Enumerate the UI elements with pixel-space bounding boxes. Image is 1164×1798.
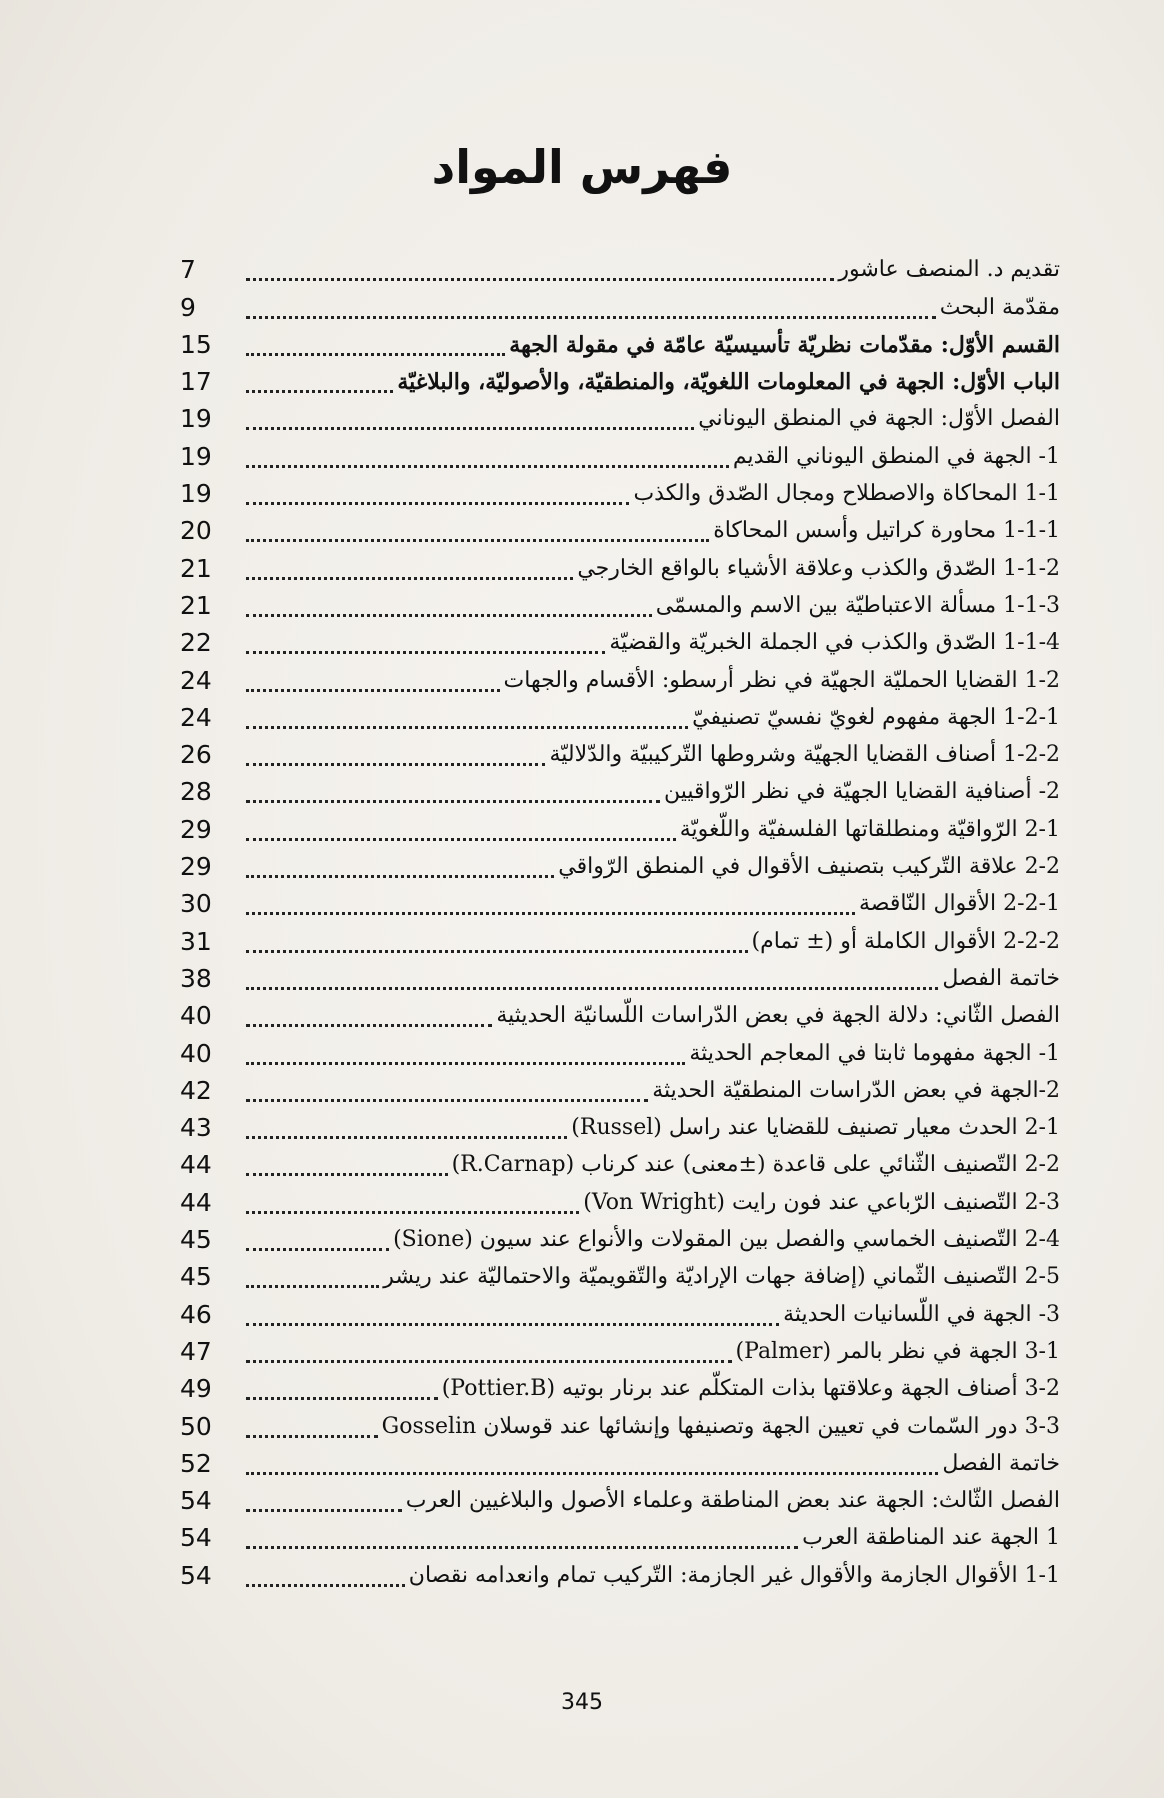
- toc-entry-page: 40: [180, 1001, 212, 1031]
- toc-entry: [180, 436, 1060, 473]
- toc-entry-page: 54: [180, 1523, 212, 1553]
- toc-entry: [180, 1332, 1060, 1369]
- dot-leader: [246, 278, 834, 281]
- toc-entry-page: 19: [180, 441, 212, 471]
- toc-entry: [180, 921, 1060, 958]
- toc-entry-page: 21: [180, 590, 212, 620]
- dot-leader: [246, 987, 938, 990]
- dot-leader: [246, 1136, 567, 1139]
- toc-entry-label: 2-2 علاقة التّركيب بتصنيف الأقوال في المنطق الرّواقي: [558, 854, 1060, 880]
- dot-leader: [246, 427, 694, 430]
- toc-entry: [180, 1369, 1060, 1406]
- toc-entry-label: مقدّمة البحث: [939, 294, 1060, 320]
- dot-leader: [246, 1211, 579, 1214]
- toc-entry-label: القسم الأوّل: مقدّمات نظريّة تأسيسيّة عامّة في مقولة الجهة: [509, 331, 1060, 358]
- toc-entry-page: 49: [180, 1374, 212, 1404]
- dot-leader: [246, 1435, 378, 1438]
- toc-entry-page: 24: [180, 665, 212, 695]
- dot-leader: [246, 539, 709, 542]
- toc-entry-label: 2-2-1 الأقوال النّاقصة: [858, 891, 1060, 917]
- dot-leader: [246, 950, 748, 953]
- dot-leader: [246, 1546, 798, 1549]
- toc-entry-page: 38: [180, 963, 212, 993]
- toc-entry-label: 1- الجهة مفهوما ثابتا في المعاجم الحديثة: [689, 1040, 1060, 1066]
- toc-entry-label: 1-1-1 محاورة كراتيل وأسس المحاكاة: [713, 518, 1060, 544]
- toc-entry-page: 22: [180, 628, 212, 658]
- toc-entry: [180, 250, 1060, 287]
- toc-entry: [180, 548, 1060, 585]
- toc-entry-page: 46: [180, 1299, 212, 1329]
- toc-entry-label: الفصل الثّاني: دلالة الجهة في بعض الدّراسات اللّسانيّة الحديثية: [496, 1003, 1060, 1029]
- toc-entry: [180, 1481, 1060, 1518]
- toc-entry-label: 1-1 الأقوال الجازمة والأقوال غير الجازمة: التّركيب تمام وانعدامه نقصان: [408, 1562, 1060, 1588]
- toc-entry-label: 3- الجهة في اللّسانيات الحديثة: [783, 1301, 1060, 1327]
- dot-leader: [246, 726, 688, 729]
- toc-entry-label: 1-2 القضايا الحمليّة الجهيّة في نظر أرسطو: الأقسام والجهات: [503, 667, 1060, 693]
- toc-entry-label: 1-1-2 الصّدق والكذب وعلاقة الأشياء بالواقع الخارجي: [577, 555, 1060, 581]
- toc-entry-page: 21: [180, 553, 212, 583]
- toc-entry-page: 44: [180, 1187, 212, 1217]
- toc-entry-label: 2-4 التّصنيف الخماسي والفصل بين المقولات والأنواع عند سيون (Sione): [393, 1227, 1060, 1253]
- toc-entry-label: 1 الجهة عند المناطقة العرب: [802, 1525, 1060, 1551]
- toc-entry: [180, 959, 1060, 996]
- toc-entry-page: 45: [180, 1262, 212, 1292]
- toc-entry-label: 3-1 الجهة في نظر بالمر (Palmer): [735, 1338, 1060, 1364]
- toc-entry-label: 2- أصنافية القضايا الجهيّة في نظر الرّواقيين: [663, 779, 1060, 805]
- toc-entry: [180, 1294, 1060, 1331]
- toc-entry-page: 29: [180, 814, 212, 844]
- toc-entry-label: خاتمة الفصل: [942, 1450, 1060, 1476]
- toc-entry-page: 15: [180, 329, 212, 359]
- dot-leader: [246, 1285, 379, 1288]
- toc-entry-page: 20: [180, 516, 212, 546]
- toc-entry-label: 1-2-2 أصناف القضايا الجهيّة وشروطها التّركيبيّة والدّلاليّة: [549, 742, 1060, 768]
- toc-entry-page: 43: [180, 1113, 212, 1143]
- toc-entry: [180, 847, 1060, 884]
- toc-entry-label: 1-1-3 مسألة الاعتباطيّة بين الاسم والمسمّى: [655, 592, 1060, 618]
- toc-entry: [180, 511, 1060, 548]
- toc-entry-page: 40: [180, 1038, 212, 1068]
- dot-leader: [246, 651, 605, 654]
- toc-entry-page: 28: [180, 777, 212, 807]
- toc-entry-page: 26: [180, 740, 212, 770]
- page-number: 345: [561, 1690, 603, 1715]
- toc-entry: [180, 325, 1060, 362]
- dot-leader: [246, 1099, 648, 1102]
- toc-entry: [180, 623, 1060, 660]
- toc-entry: [180, 1406, 1060, 1443]
- toc-entry-label: 2-5 التّصنيف الثّماني (إضافة جهات الإراديّة والتّقويميّة والاحتماليّة عند ريشر: [383, 1264, 1060, 1290]
- toc-entry-label: الفصل الأوّل: الجهة في المنطق اليوناني: [698, 406, 1060, 432]
- toc-entry-page: 31: [180, 926, 212, 956]
- toc-entry-page: 42: [180, 1075, 212, 1105]
- dot-leader: [246, 316, 936, 319]
- toc-entry-label: 2-1 الحدث معيار تصنيف للقضايا عند راسل (Russel): [571, 1115, 1060, 1141]
- toc-entry: [180, 809, 1060, 846]
- toc-entry: [180, 1444, 1060, 1481]
- toc-entry-label: تقديم د. المنصف عاشور: [838, 257, 1060, 283]
- toc-entry-page: 7: [180, 255, 196, 285]
- toc-entry-page: 45: [180, 1225, 212, 1255]
- toc-entry: [180, 1145, 1060, 1182]
- table-of-contents: [180, 250, 1060, 1593]
- dot-leader: [246, 465, 729, 468]
- toc-entry-label: 2-1 الرّواقيّة ومنطلقاتها الفلسفيّة واللّغويّة: [679, 816, 1060, 842]
- toc-entry: [180, 287, 1060, 324]
- toc-entry-page: 44: [180, 1150, 212, 1180]
- dot-leader: [246, 390, 393, 393]
- toc-entry: [180, 660, 1060, 697]
- dot-leader: [246, 1248, 389, 1251]
- toc-entry: [180, 1033, 1060, 1070]
- toc-entry-label: 1- الجهة في المنطق اليوناني القديم: [732, 443, 1060, 469]
- toc-entry-page: 17: [180, 367, 212, 397]
- toc-entry: [180, 698, 1060, 735]
- toc-entry-page: 50: [180, 1411, 212, 1441]
- toc-entry-label: الفصل الثّالث: الجهة عند بعض المناطقة وعلماء الأصول والبلاغيين العرب: [405, 1488, 1060, 1514]
- toc-entry-page: 19: [180, 479, 212, 509]
- toc-entry: [180, 362, 1060, 399]
- toc-entry: [180, 1518, 1060, 1555]
- dot-leader: [246, 353, 505, 356]
- toc-entry: [180, 772, 1060, 809]
- dot-leader: [246, 577, 573, 580]
- toc-entry-label: خاتمة الفصل: [942, 965, 1060, 991]
- dot-leader: [246, 1360, 732, 1363]
- dot-leader: [246, 689, 500, 692]
- dot-leader: [246, 1584, 405, 1587]
- toc-entry: [180, 996, 1060, 1033]
- dot-leader: [246, 800, 660, 803]
- toc-entry: [180, 1555, 1060, 1592]
- dot-leader: [246, 1024, 492, 1027]
- toc-entry: [180, 586, 1060, 623]
- toc-entry-page: 54: [180, 1486, 212, 1516]
- toc-entry-label: 2-2-2 الأقوال الكاملة أو (± تمام): [751, 928, 1060, 954]
- toc-entry: [180, 735, 1060, 772]
- toc-entry-page: 29: [180, 852, 212, 882]
- toc-entry-label: 1-2-1 الجهة مفهوم لغويّ نفسيّ تصنيفيّ: [692, 704, 1060, 730]
- toc-entry-label: الباب الأوّل: الجهة في المعلومات اللغويّة، والمنطقيّة، والأصوليّة، والبلاغيّة: [397, 369, 1060, 396]
- page-title: فهرس المواد: [431, 140, 733, 194]
- toc-entry: [180, 1182, 1060, 1219]
- toc-entry-page: 54: [180, 1560, 212, 1590]
- toc-entry-page: 52: [180, 1448, 212, 1478]
- toc-entry-label: 2-2 التّصنيف الثّنائي على قاعدة (±معنى) عند كرناب (R.Carnap): [451, 1152, 1060, 1178]
- dot-leader: [246, 838, 676, 841]
- toc-entry-label: 1-1-4 الصّدق والكذب في الجملة الخبريّة والقضيّة: [609, 630, 1060, 656]
- dot-leader: [246, 1397, 438, 1400]
- dot-leader: [246, 912, 855, 915]
- toc-entry: [180, 884, 1060, 921]
- toc-entry: [180, 1220, 1060, 1257]
- dot-leader: [246, 1062, 685, 1065]
- toc-entry-page: 47: [180, 1336, 212, 1366]
- dot-leader: [246, 1173, 448, 1176]
- toc-entry-label: 1-1 المحاكاة والاصطلاح ومجال الصّدق والكذب: [633, 481, 1060, 507]
- toc-entry-label: 2-الجهة في بعض الدّراسات المنطقيّة الحديثة: [652, 1077, 1060, 1103]
- dot-leader: [246, 502, 629, 505]
- dot-leader: [246, 1323, 779, 1326]
- toc-entry: [180, 399, 1060, 436]
- dot-leader: [246, 614, 652, 617]
- toc-entry: [180, 474, 1060, 511]
- toc-entry-page: 30: [180, 889, 212, 919]
- dot-leader: [246, 875, 554, 878]
- toc-entry-label: 3-2 أصناف الجهة وعلاقتها بذات المتكلّم عند برنار بوتيه (Pottier.B): [441, 1376, 1060, 1402]
- toc-entry: [180, 1108, 1060, 1145]
- toc-entry-label: 2-3 التّصنيف الرّباعي عند فون رايت (Von Wright): [583, 1189, 1060, 1215]
- toc-entry-page: 24: [180, 702, 212, 732]
- dot-leader: [246, 1472, 938, 1475]
- toc-entry: [180, 1257, 1060, 1294]
- dot-leader: [246, 763, 545, 766]
- toc-entry-label: 3-3 دور السّمات في تعيين الجهة وتصنيفها وإنشائها عند قوسلان Gosselin: [381, 1413, 1060, 1439]
- toc-entry-page: 9: [180, 292, 196, 322]
- toc-entry-page: 19: [180, 404, 212, 434]
- dot-leader: [246, 1509, 402, 1512]
- toc-entry: [180, 1071, 1060, 1108]
